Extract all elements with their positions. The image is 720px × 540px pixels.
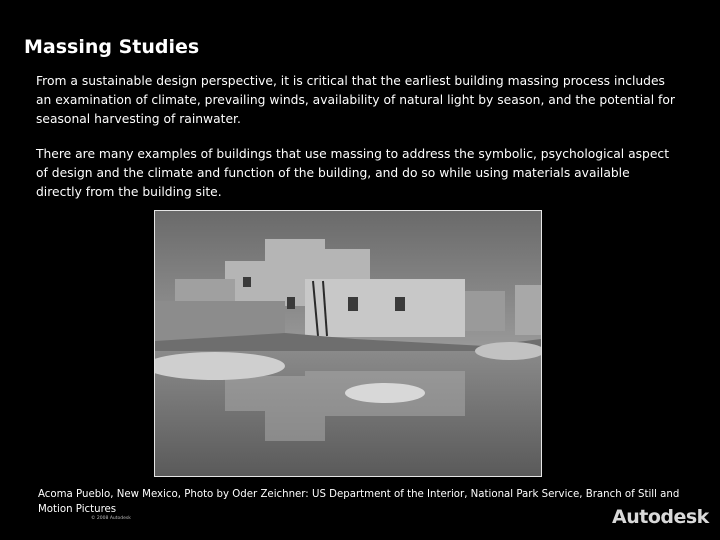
copyright-notice: © 2008 Autodesk	[91, 516, 131, 521]
paragraph-massing-examples: There are many examples of buildings that use massing to address the symbolic, psychological aspect of design and the climate and function of the building, and do so while using materials available directly from the building site.	[36, 147, 670, 199]
paragraph-sustainability: From a sustainable design perspective, it is critical that the earliest building massing process includes an examination of climate, prevailing winds, availability of natural light by season, and the potential for seasonal harvesting of rainwater.	[36, 74, 675, 126]
autodesk-logo: Autodesk	[612, 506, 709, 528]
pueblo-photo-illustration	[155, 211, 541, 476]
slide-title: Massing Studies	[24, 36, 200, 58]
photo-caption: Acoma Pueblo, New Mexico, Photo by Oder Zeichner: US Department of the Interior, National Park Service, Branch of Still and Motion Pictures	[38, 489, 680, 515]
acoma-pueblo-photo	[154, 210, 542, 477]
